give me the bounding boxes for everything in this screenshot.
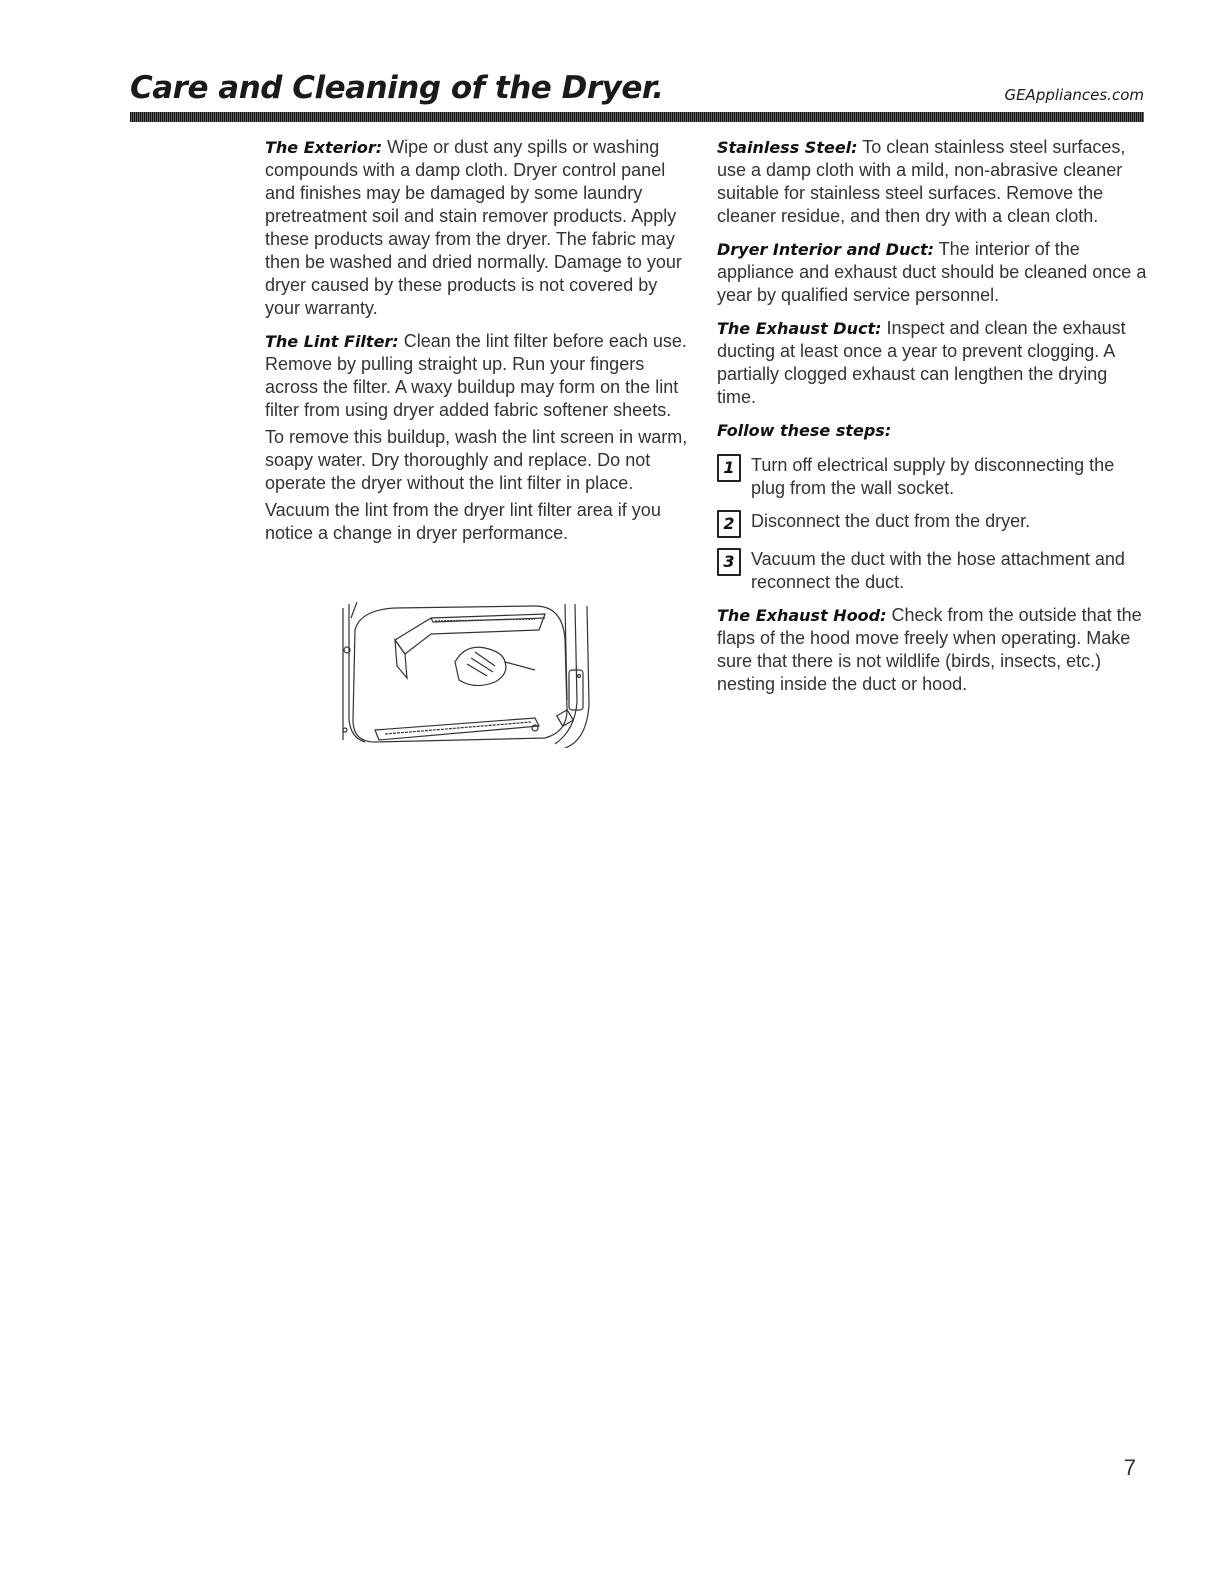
page-number: 7 bbox=[1123, 1455, 1136, 1480]
interior-duct-text: The interior of the appliance and exhaust duct should be cleaned once a year by qualified service personnel. bbox=[717, 239, 1147, 305]
stainless-text: To clean stainless steel surfaces, use a damp cloth with a mild, non-abrasive cleaner suitable for stainless steel surfaces. Remove the cleaner residue, and then dry with a clean cloth. bbox=[717, 137, 1126, 226]
lint-filter-illustration bbox=[335, 600, 605, 748]
interior-duct-paragraph bbox=[717, 238, 1147, 307]
exterior-lead: The Exterior: bbox=[265, 138, 383, 157]
remove-buildup-paragraph: To remove this buildup, wash the lint screen in warm, soapy water. Dry thoroughly and replace. Do not operate the dryer without the lint filter in place. bbox=[265, 427, 688, 493]
step-text: Vacuum the duct with the hose attachment and reconnect the duct. bbox=[751, 549, 1125, 592]
vacuum-paragraph: Vacuum the lint from the dryer lint filter area if you notice a change in dryer performance. bbox=[265, 500, 661, 543]
lint-filter-text: Clean the lint filter before each use. Remove by pulling straight up. Run your fingers across the filter. A waxy buildup may form on the lint filter from using dryer added fabric softener sheets. bbox=[265, 331, 687, 420]
step-text: Turn off electrical supply by disconnecting the plug from the wall socket. bbox=[751, 455, 1115, 498]
exhaust-duct-paragraph bbox=[717, 317, 1147, 409]
exterior-paragraph bbox=[265, 136, 695, 320]
left-column bbox=[265, 136, 695, 555]
steps-heading: Follow these steps: bbox=[717, 421, 892, 440]
exhaust-duct-text: Inspect and clean the exhaust ducting at least once a year to prevent clogging. A partially clogged exhaust can lengthen the drying time. bbox=[717, 318, 1126, 407]
step-number-badge: 2 bbox=[717, 510, 741, 538]
step-text: Disconnect the duct from the dryer. bbox=[751, 511, 1031, 531]
page-title: Care and Cleaning of the Dryer. bbox=[130, 70, 664, 106]
step-item bbox=[717, 510, 1147, 538]
step-item bbox=[717, 454, 1147, 500]
stainless-lead: Stainless Steel: bbox=[717, 138, 858, 157]
right-column bbox=[717, 136, 1147, 706]
lint-filter-lead: The Lint Filter: bbox=[265, 332, 399, 351]
exhaust-hood-lead: The Exhaust Hood: bbox=[717, 606, 887, 625]
exhaust-hood-paragraph bbox=[717, 604, 1147, 696]
title-rule bbox=[130, 112, 1144, 122]
interior-duct-lead: Dryer Interior and Duct: bbox=[717, 240, 934, 259]
lint-filter-paragraph bbox=[265, 330, 695, 422]
step-number-badge: 3 bbox=[717, 548, 741, 576]
exhaust-hood-text: Check from the outside that the flaps of the hood move freely when operating. Make sure that there is not wildlife (birds, insects, etc.) nesting inside the duct or hood. bbox=[717, 605, 1142, 694]
exterior-text: Wipe or dust any spills or washing compounds with a damp cloth. Dryer control panel and finishes may be damaged by some laundry pretreatment soil and stain remover products. Apply these products away from the dryer. The fabric may then be washed and dried normally. Damage to your dryer caused by these products is not covered by your warranty. bbox=[265, 137, 682, 318]
website-label: GEAppliances.com bbox=[1004, 86, 1144, 104]
exhaust-duct-lead: The Exhaust Duct: bbox=[717, 319, 882, 338]
stainless-paragraph bbox=[717, 136, 1147, 228]
step-number-badge: 1 bbox=[717, 454, 741, 482]
step-item bbox=[717, 548, 1147, 594]
